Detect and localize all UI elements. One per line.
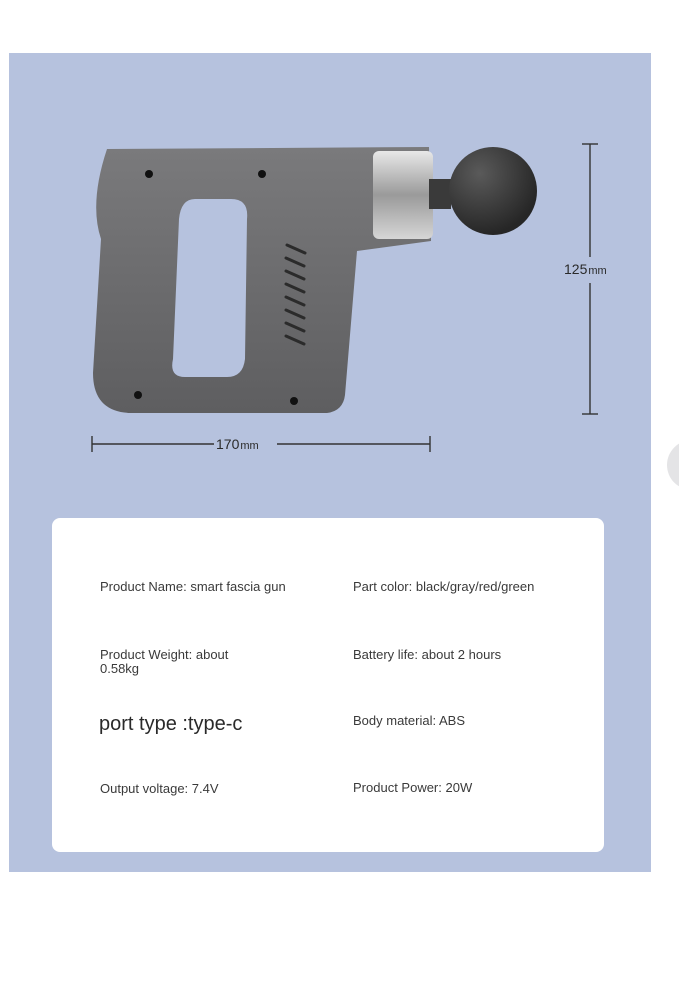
spec-port-type: port type :type-c	[99, 713, 243, 735]
spec-body-material: Body material: ABS	[353, 713, 465, 728]
product-banner	[9, 53, 651, 872]
height-dimension-line	[582, 144, 598, 414]
width-dimension-label	[214, 436, 261, 452]
spec-part-color: Part color: black/gray/red/green	[353, 579, 535, 594]
chrome-collar	[373, 151, 433, 239]
shaft	[429, 179, 451, 209]
height-value: 125	[564, 261, 588, 277]
spec-product-weight-line2: 0.58kg	[100, 661, 140, 676]
massage-ball	[449, 147, 537, 235]
spec-card	[52, 518, 604, 852]
carousel-next-button[interactable]	[667, 440, 679, 490]
height-dimension-label	[562, 261, 609, 277]
spec-output-voltage: Output voltage: 7.4V	[100, 781, 219, 796]
width-dimension-line	[92, 436, 430, 452]
spec-battery-life: Battery life: about 2 hours	[353, 647, 502, 662]
massage-gun-image	[9, 53, 651, 513]
height-unit: mm	[588, 265, 607, 277]
width-unit: mm	[240, 440, 259, 452]
spec-product-power: Product Power: 20W	[353, 780, 473, 795]
handle-opening	[172, 199, 247, 377]
width-value: 170	[216, 436, 240, 452]
spec-product-name: Product Name: smart fascia gun	[100, 579, 286, 594]
spec-product-weight-line1: Product Weight: about	[100, 647, 229, 662]
